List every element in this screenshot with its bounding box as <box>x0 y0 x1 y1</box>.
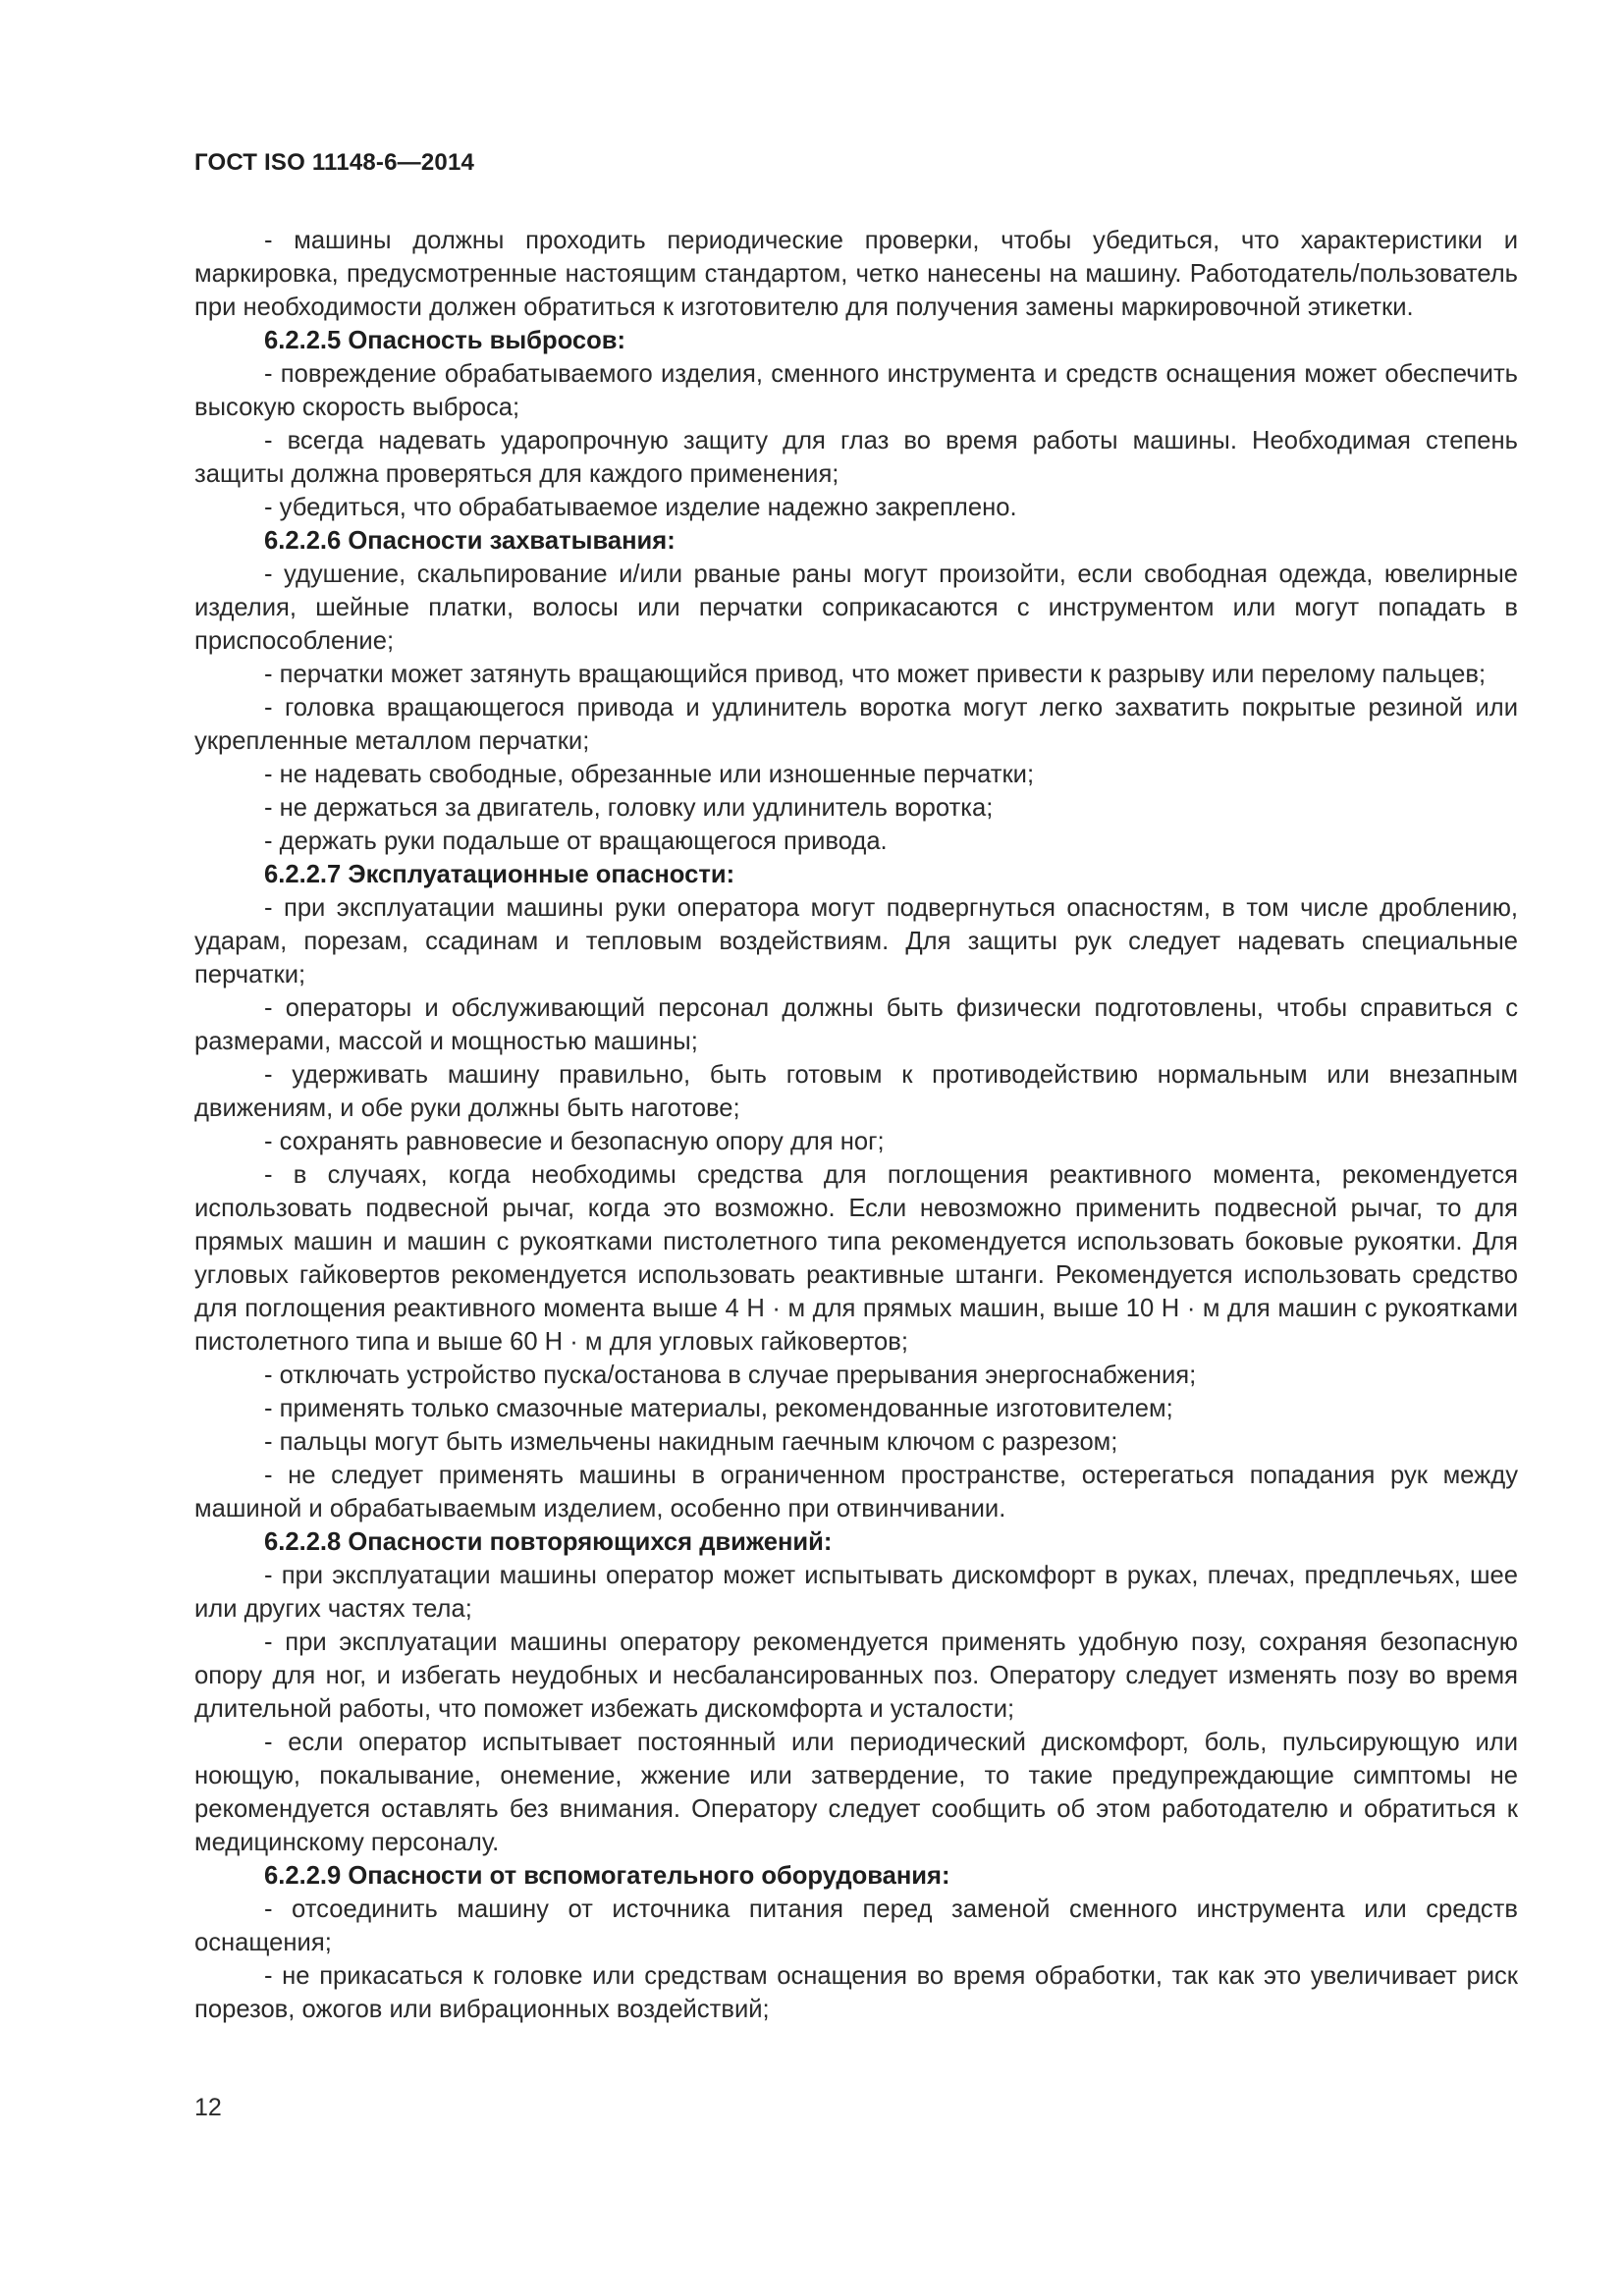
paragraph: - повреждение обрабатываемого изделия, сменного инструмента и средств оснащения может обеспечить высокую скорость выброса; <box>194 360 1518 421</box>
paragraph: - отключать устройство пуска/останова в случае прерывания энергоснабжения; <box>264 1362 1197 1389</box>
section-heading-6-2-2-8: 6.2.2.8 Опасности повторяющихся движений: <box>264 1528 833 1556</box>
section-heading-6-2-2-6: 6.2.2.6 Опасности захватывания: <box>264 527 676 555</box>
paragraph: - удушение, скальпирование и/или рваные раны могут произойти, если свободная одежда, ювелирные изделия, шейные платки, волосы или перчатки соприкасаются с инструментом или могут попадать в приспособление; <box>194 561 1518 655</box>
paragraph: - в случаях, когда необходимы средства для поглощения реактивного момента, рекомендуется использовать подвесной рычаг, когда это возможно. Если невозможно применить подвесной рычаг, то для прямых машин и машин с рукоятками пистолетного типа рекомендуется использовать боковые рукоятки. Для угловых гайковертов рекомендуется использовать реактивные штанги. Рекомендуется использовать средство для поглощения реактивного момента выше 4 Н · м для прямых машин, выше 10 Н · м для машин с рукоятками пистолетного типа и выше 60 Н · м для угловых гайковертов; <box>194 1161 1518 1356</box>
paragraph: - головка вращающегося привода и удлинитель воротка могут легко захватить покрытые резиной или укрепленные металлом перчатки; <box>194 694 1518 755</box>
paragraph: - машины должны проходить периодические проверки, чтобы убедиться, что характеристики и маркировка, предусмотренные настоящим стандартом, четко нанесены на машину. Работодатель/пользователь при необходимости должен обратиться к изготовителю для получения замены маркировочной этикетки. <box>194 227 1518 321</box>
paragraph: - пальцы могут быть измельчены накидным гаечным ключом с разрезом; <box>264 1428 1118 1456</box>
section-heading-6-2-2-9: 6.2.2.9 Опасности от вспомогательного оборудования: <box>264 1862 950 1890</box>
paragraph: - применять только смазочные материалы, рекомендованные изготовителем; <box>264 1395 1173 1422</box>
paragraph: - операторы и обслуживающий персонал должны быть физически подготовлены, чтобы справиться с размерами, массой и мощностью машины; <box>194 994 1518 1055</box>
paragraph: - всегда надевать ударопрочную защиту для глаз во время работы машины. Необходимая степень защиты должна проверяться для каждого применения; <box>194 427 1518 488</box>
paragraph: - сохранять равновесие и безопасную опору для ног; <box>264 1128 885 1155</box>
paragraph: - не держаться за двигатель, головку или удлинитель воротка; <box>264 794 994 822</box>
paragraph: - держать руки подальше от вращающегося привода. <box>264 828 888 855</box>
paragraph: - при эксплуатации машины оператору рекомендуется применять удобную позу, сохраняя безопасную опору для ног, и избегать неудобных и несбалансированных поз. Оператору следует изменять позу во время длительной работы, что поможет избежать дискомфорта и усталости; <box>194 1629 1518 1723</box>
section-heading-6-2-2-5: 6.2.2.5 Опасность выбросов: <box>264 327 626 354</box>
paragraph: - не надевать свободные, обрезанные или изношенные перчатки; <box>264 761 1035 788</box>
paragraph: - не прикасаться к головке или средствам оснащения во время обработки, так как это увеличивает риск порезов, ожогов или вибрационных воздействий; <box>194 1962 1518 2023</box>
document-header: ГОСТ ISO 11148-6—2014 <box>194 149 475 176</box>
paragraph: - не следует применять машины в ограниченном пространстве, остерегаться попадания рук между машиной и обрабатываемым изделием, особенно при отвинчивании. <box>194 1462 1518 1522</box>
page-number: 12 <box>194 2094 222 2121</box>
paragraph: - при эксплуатации машины оператор может испытывать дискомфорт в руках, плечах, предплечьях, шее или других частях тела; <box>194 1562 1518 1623</box>
paragraph: - удерживать машину правильно, быть готовым к противодействию нормальным или внезапным движениям, и обе руки должны быть наготове; <box>194 1061 1518 1122</box>
document-body <box>194 224 1518 2026</box>
paragraph: - перчатки может затянуть вращающийся привод, что может привести к разрыву или перелому пальцев; <box>264 661 1487 688</box>
paragraph: - убедиться, что обрабатываемое изделие надежно закреплено. <box>264 494 1017 521</box>
paragraph: - отсоединить машину от источника питания перед заменой сменного инструмента или средств оснащения; <box>194 1896 1518 1956</box>
paragraph: - если оператор испытывает постоянный или периодический дискомфорт, боль, пульсирующую или ноющую, покалывание, онемение, жжение или затвердение, то такие предупреждающие симптомы не рекомендуется оставлять без внимания. Оператору следует сообщить об этом работодателю и обратиться к медицинскому персоналу. <box>194 1729 1518 1856</box>
section-heading-6-2-2-7: 6.2.2.7 Эксплуатационные опасности: <box>264 861 735 888</box>
paragraph: - при эксплуатации машины руки оператора могут подвергнуться опасностям, в том числе дроблению, ударам, порезам, ссадинам и тепловым воздействиям. Для защиты рук следует надевать специальные перчатки; <box>194 894 1518 988</box>
